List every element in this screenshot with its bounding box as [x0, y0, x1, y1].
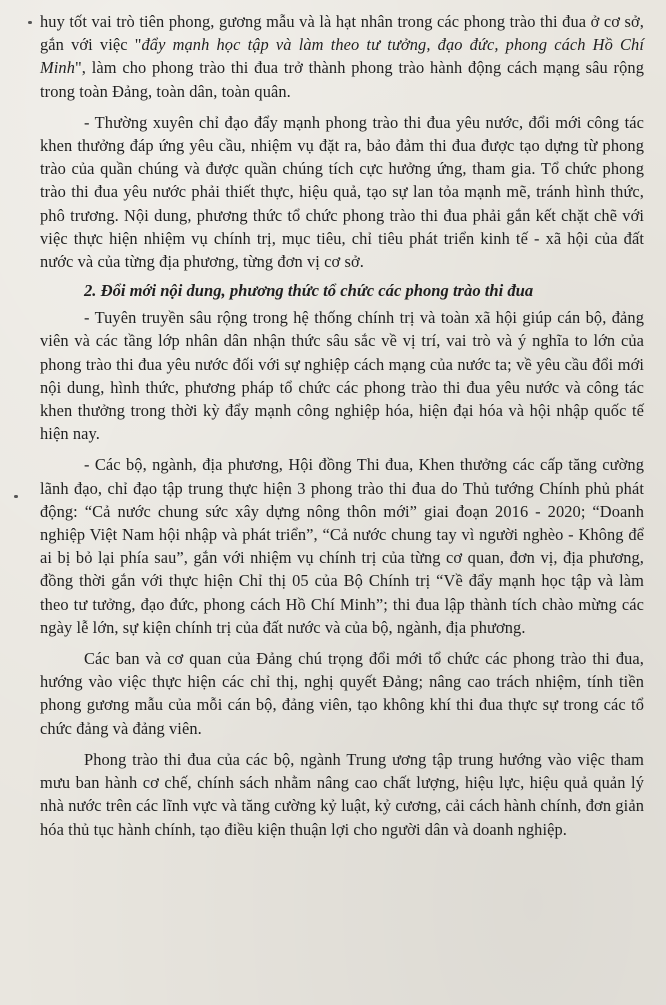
margin-mark — [14, 495, 18, 498]
section-heading: 2. Đổi mới nội dung, phương thức tổ chức các phong trào thi đua — [84, 281, 534, 301]
paragraph-5: Các ban và cơ quan của Đảng chú trọng đổi mới tổ chức các phong trào thi đua, hướng vào việc thực hiện các chỉ thị, nghị quyết Đảng; nâng cao trách nhiệm, tính tiền phong gương mẫu của mỗi cán bộ, đảng viên, tạo không khí thi đua thực sự trong các tổ chức đảng và đảng viên. — [40, 649, 644, 738]
paragraph-3: - Tuyên truyền sâu rộng trong hệ thống chính trị và toàn xã hội giúp cán bộ, đảng viên và các tầng lớp nhân dân nhận thức sâu sắc về vị trí, vai trò và ý nghĩa to lớn của phong trào thi đua yêu nước đối với sự nghiệp cách mạng của nước ta; về yêu cầu đổi mới nội dung, hình thức, phương pháp tổ chức các phong trào thi đua yêu nước và công tác khen thưởng trong thời kỳ đẩy mạnh công nghiệp hóa, hiện đại hóa và hội nhập quốc tế hiện nay. — [40, 308, 644, 444]
paragraph-1 — [40, 10, 644, 103]
paragraph-4: - Các bộ, ngành, địa phương, Hội đồng Thi đua, Khen thưởng các cấp tăng cường lãnh đạo, chỉ đạo tập trung thực hiện 3 phong trào thi đua do Thủ tướng Chính phủ phát động: “Cả nước chung sức xây dựng nông thôn mới” giai đoạn 2016 - 2020; “Doanh nghiệp Việt Nam hội nhập và phát triển”, “Cả nước chung tay vì người nghèo - Không để ai bị bỏ lại phía sau”, gắn với nhiệm vụ chính trị của từng cơ quan, đơn vị, địa phương, đồng thời gắn với thực hiện Chỉ thị 05 của Bộ Chính trị “Về đẩy mạnh học tập và làm theo tư tưởng, đạo đức, phong cách Hồ Chí Minh”; thi đua lập thành tích chào mừng các ngày lễ lớn, sự kiện chính trị của đất nước và của bộ, ngành, địa phương. — [40, 455, 644, 637]
paragraph-6: Phong trào thi đua của các bộ, ngành Trung ương tập trung hướng vào việc tham mưu ban hành cơ chế, chính sách nhằm nâng cao chất lượng, hiệu lực, hiệu quả quản lý nhà nước trên các lĩnh vực và tăng cường kỷ luật, kỷ cương, cải cách hành chính, đơn giản hóa thủ tục hành chính, tạo điều kiện thuận lợi cho người dân và doanh nghiệp. — [40, 749, 644, 839]
paragraph-2: - Thường xuyên chỉ đạo đẩy mạnh phong trào thi đua yêu nước, đổi mới công tác khen thưởng đáp ứng yêu cầu, nhiệm vụ đặt ra, bảo đảm thi đua được tạo dựng từ phong trào của quần chúng và được quần chúng tích cực hưởng ứng, tham gia. Tổ chức phong trào thi đua yêu nước phải thiết thực, hiệu quả, tạo sự lan tỏa mạnh mẽ, tránh hình thức, phô trương. Nội dung, phương thức tổ chức phong trào thi đua phải gắn kết chặt chẽ với việc thực hiện nhiệm vụ chính trị, mục tiêu, chỉ tiêu phát triển kinh tế - xã hội của đất nước và của từng địa phương, từng đơn vị cơ sở. — [40, 112, 644, 272]
paragraph-1-text-start: huy tốt vai trò tiên phong, gương mẫu và là hạt nhân trong các phong trào thi đua ở cơ sở, gắn với việc " — [40, 12, 644, 55]
paragraph-1-italic-quote: đẩy mạnh học tập và làm theo tư tưởng, đạo đức, phong cách Hồ Chí Minh — [40, 35, 645, 78]
paragraph-1-text-end: ", làm cho phong trào thi đua trở thành phong trào hành động cách mạng sâu rộng trong toàn Đảng, toàn dân, toàn quân. — [40, 58, 644, 101]
margin-mark — [28, 21, 32, 24]
